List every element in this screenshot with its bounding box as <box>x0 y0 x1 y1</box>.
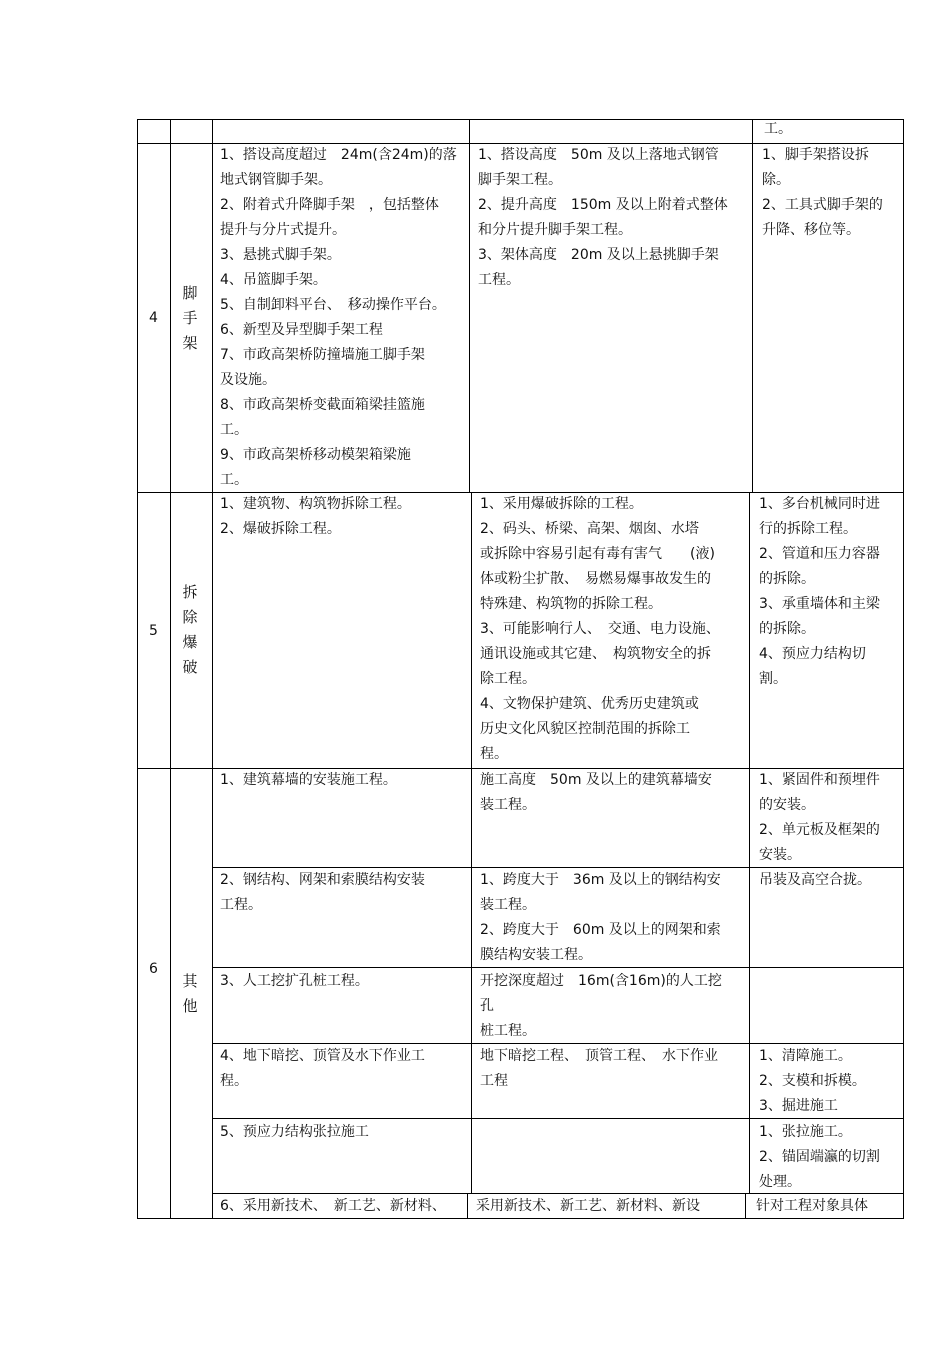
row-5-general-cell: 1、建筑物、构筑物拆除工程。 2、爆破拆除工程。 <box>220 496 411 537</box>
row-6-5-general-cell: 5、预应力结构张拉施工 <box>220 1124 369 1140</box>
row-5-number: 5 <box>149 623 158 639</box>
row-4-general-cell: 1、搭设高度超过 24m(含24m)的落 地式钢管脚手架。 2、附着式升降脚手架 ，包括整体 提升与分片式提升。 3、悬挑式脚手架。 4、吊篮脚手架。 5、自制卸料平台、 移动操作平台。 6、新型及异型脚手架工程 7、市政高架桥防撞墙施工脚手架 及设施。 8、市政高架桥变截面箱梁挂篮施 工。 9、市政高架桥移动模架箱梁施 工。 <box>220 147 457 488</box>
row-5-special-cell: 1、多台机械同时进 行的拆除工程。 2、管道和压力容器 的拆除。 3、承重墙体和主梁 的拆除。 4、预应力结构切 割。 <box>759 496 880 687</box>
row-4-special-cell: 1、脚手架搭设拆 除。 2、工具式脚手架的 升降、移位等。 <box>762 147 883 238</box>
row-6-4-large-cell: 地下暗挖工程、 顶管工程、 水下作业 工程 <box>480 1048 718 1089</box>
col-border <box>137 119 138 1219</box>
col-border <box>467 1193 468 1219</box>
col-border <box>749 492 750 1194</box>
col-border <box>212 119 213 1219</box>
row-6-6-large-cell: 采用新技术、新工艺、新材料、新设 <box>476 1198 700 1214</box>
row-4-large-cell: 1、搭设高度 50m 及以上落地式钢管 脚手架工程。 2、提升高度 150m 及以上附着式整体 和分片提升脚手架工程。 3、架体高度 20m 及以上悬挑脚手架 工程。 <box>478 147 728 288</box>
row-5-large-cell: 1、采用爆破拆除的工程。 2、码头、桥梁、高架、烟囱、水塔 或拆除中容易引起有毒有害气 (液) 体或粉尘扩散、 易燃易爆事故发生的 特殊建、构筑物的拆除工程。 3、可能影响行人、 交通、电力设施、 通讯设施或其它建、 构筑物安全的拆 除工程。 4、文物保护建筑、优秀历史建筑或 历史文化风貌区控制范围的拆除工 程。 <box>480 496 720 762</box>
row-6-2-special-cell: 吊装及高空合拢。 <box>759 872 871 888</box>
row-6-number: 6 <box>149 961 158 977</box>
row-6-1-large-cell: 施工高度 50m 及以上的建筑幕墙安 装工程。 <box>480 772 712 813</box>
row-6-3-large-cell: 开挖深度超过 16m(含16m)的人工挖 孔 桩工程。 <box>480 973 722 1039</box>
row-6-4-special-cell: 1、清障施工。 2、支模和拆模。 3、掘进施工 <box>759 1048 866 1114</box>
row-6-5-special-cell: 1、张拉施工。 2、锚固端瀛的切割 处理。 <box>759 1124 880 1190</box>
row-6-2-general-cell: 2、钢结构、网架和索膜结构安装 工程。 <box>220 872 425 913</box>
row-6-4-general-cell: 4、地下暗挖、顶管及水下作业工 程。 <box>220 1048 425 1089</box>
top-row-special-cell <box>764 117 792 142</box>
cell-text: 工。 <box>764 121 792 137</box>
row-6-6-special-cell: 针对工程对象具体 <box>756 1198 868 1214</box>
row-4-category: 脚 手 架 <box>182 284 198 352</box>
col-border <box>745 1193 746 1219</box>
row-6-6-general-cell: 6、采用新技术、 新工艺、新材料、 <box>220 1198 446 1214</box>
row-6-2-large-cell: 1、跨度大于 36m 及以上的钢结构安 装工程。 2、跨度大于 60m 及以上的网架和索 膜结构安装工程。 <box>480 872 721 963</box>
col-border <box>752 119 753 493</box>
col-border <box>471 492 472 1194</box>
row-6-category: 其 他 <box>182 972 198 1015</box>
row-6-3-general-cell: 3、人工挖扩孔桩工程。 <box>220 973 369 989</box>
row-5-category: 拆 除 爆 破 <box>182 583 198 676</box>
col-border <box>903 119 904 1219</box>
col-border <box>170 119 171 1219</box>
row-4-number: 4 <box>149 310 158 326</box>
col-border <box>469 119 470 493</box>
row-6-1-general-cell: 1、建筑幕墙的安装施工程。 <box>220 772 397 788</box>
row-6-1-special-cell: 1、紧固件和预埋件 的安装。 2、单元板及框架的 安装。 <box>759 772 880 863</box>
